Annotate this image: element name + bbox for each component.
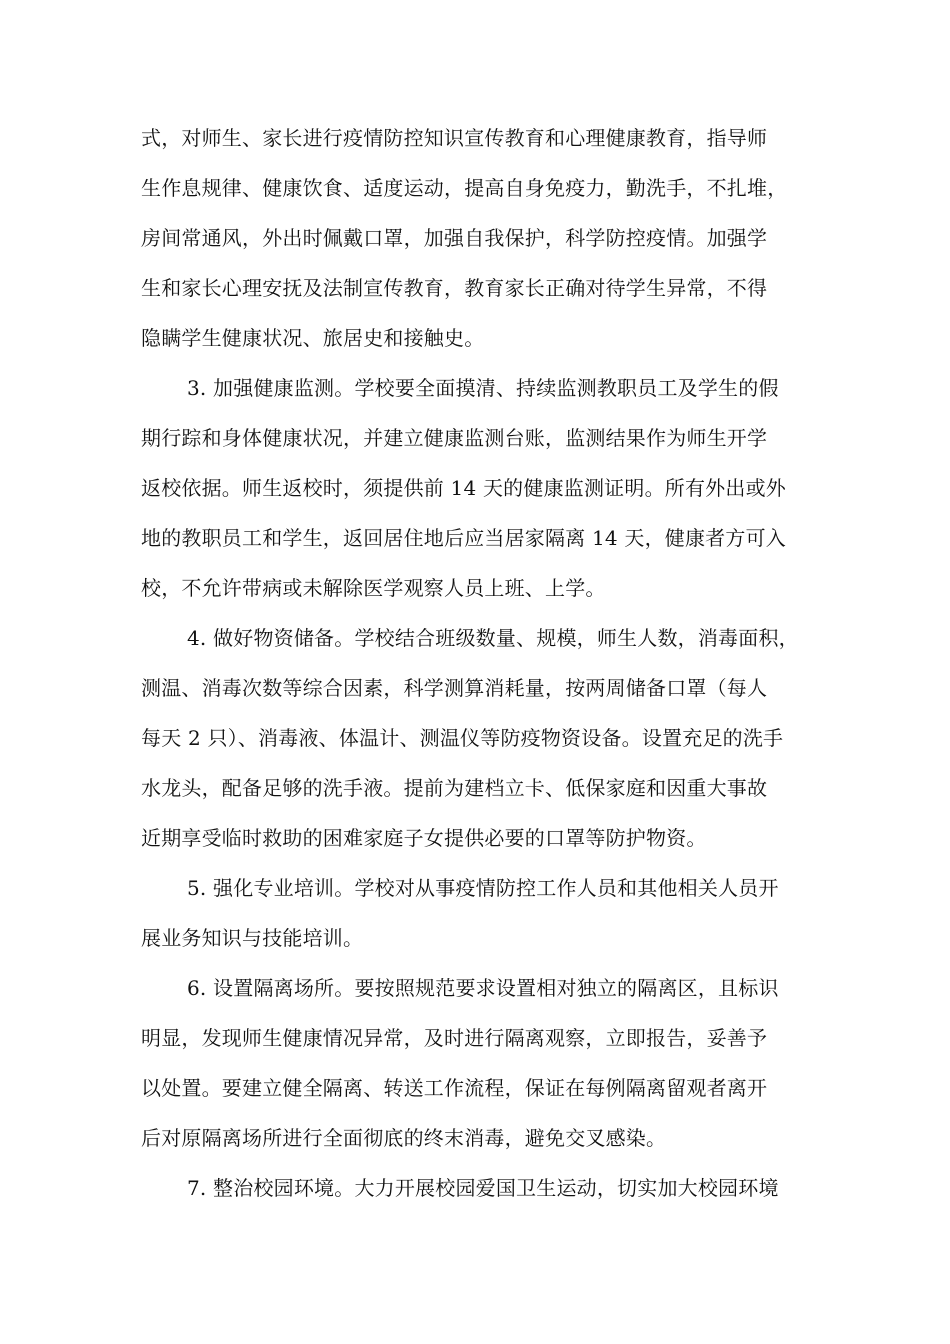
paragraph-6-first-line: 6. 设置隔离场所。要按照规范要求设置相对独立的隔离区，且标识 — [187, 976, 779, 1000]
text-line: 生和家长心理安抚及法制宣传教育，教育家长正确对待学生异常，不得 — [141, 276, 768, 300]
text-line: 测温、消毒次数等综合因素，科学测算消耗量，按两周储备口罩（每人 — [141, 676, 768, 700]
text-line: 以处置。要建立健全隔离、转送工作流程，保证在每例隔离留观者离开 — [141, 1076, 768, 1100]
text-line: 近期享受临时救助的困难家庭子女提供必要的口罩等防护物资。 — [141, 826, 707, 850]
text-line: 地的教职员工和学生，返回居住地后应当居家隔离 14 天，健康者方可入 — [141, 526, 786, 550]
text-line: 展业务知识与技能培训。 — [141, 926, 364, 950]
text-line: 明显，发现师生健康情况异常，及时进行隔离观察，立即报告，妥善予 — [141, 1026, 768, 1050]
text-line: 水龙头，配备足够的洗手液。提前为建档立卡、低保家庭和因重大事故 — [141, 776, 768, 800]
text-line: 后对原隔离场所进行全面彻底的终末消毒，避免交叉感染。 — [141, 1126, 667, 1150]
text-line: 生作息规律、健康饮食、适度运动，提高自身免疫力，勤洗手，不扎堆， — [141, 176, 788, 200]
text-line: 期行踪和身体健康状况，并建立健康监测台账，监测结果作为师生开学 — [141, 426, 768, 450]
text-line: 房间常通风，外出时佩戴口罩，加强自我保护，科学防控疫情。加强学 — [141, 226, 768, 250]
text-line: 返校依据。师生返校时，须提供前 14 天的健康监测证明。所有外出或外 — [141, 476, 786, 500]
paragraph-3-first-line: 3. 加强健康监测。学校要全面摸清、持续监测教职员工及学生的假 — [187, 376, 779, 400]
text-line: 隐瞒学生健康状况、旅居史和接触史。 — [141, 326, 485, 350]
text-line: 式，对师生、家长进行疫情防控知识宣传教育和心理健康教育，指导师 — [141, 126, 768, 150]
paragraph-7-first-line: 7. 整治校园环境。大力开展校园爱国卫生运动，切实加大校园环境 — [187, 1176, 779, 1200]
paragraph-4-first-line: 4. 做好物资储备。学校结合班级数量、规模，师生人数，消毒面积， — [187, 626, 799, 650]
text-line: 每天 2 只）、消毒液、体温计、测温仪等防疫物资设备。设置充足的洗手 — [141, 726, 784, 750]
text-line: 校，不允许带病或未解除医学观察人员上班、上学。 — [141, 576, 606, 600]
paragraph-5-first-line: 5. 强化专业培训。学校对从事疫情防控工作人员和其他相关人员开 — [187, 876, 779, 900]
